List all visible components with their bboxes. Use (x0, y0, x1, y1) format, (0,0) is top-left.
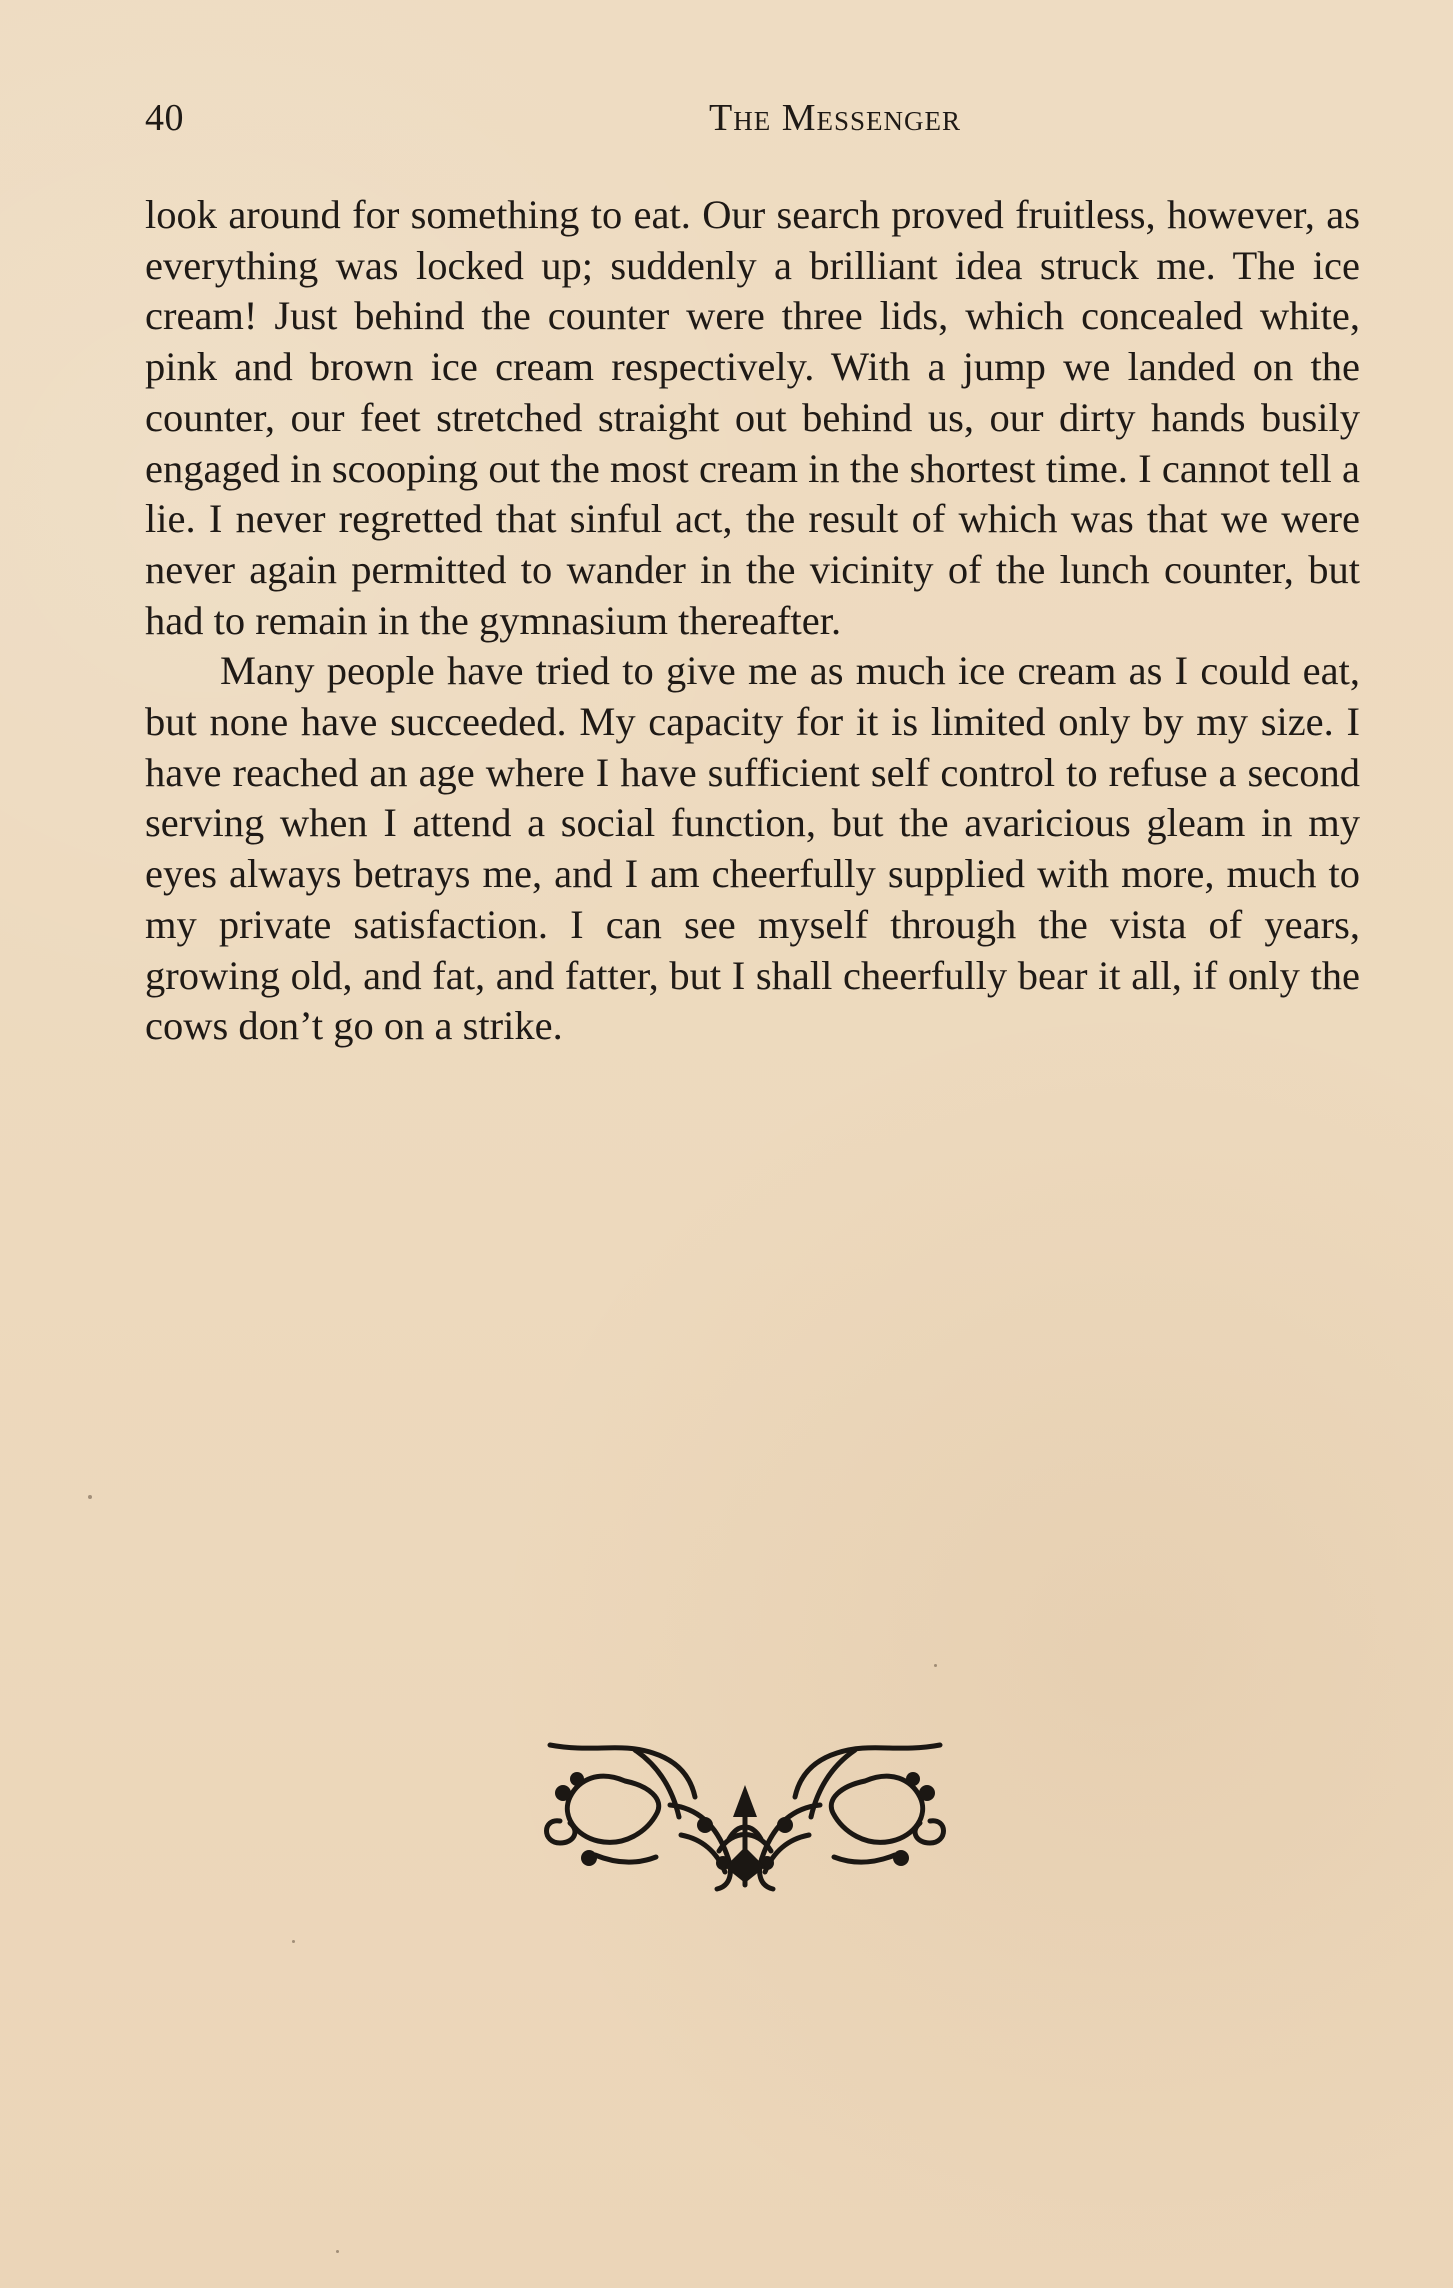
paper-speck (88, 1495, 92, 1499)
leaf-vine-ornament-icon (535, 1735, 955, 1895)
paragraph-2: Many people have tried to give me as much ice cream as I could eat, but none have succeeded. My capacity for it is limited only by my size. I have reached an age where I have sufficient self control to refuse a second serving when I attend a social function, but the avaricious gleam in my eyes always betrays me, and I am cheerfully supplied with more, much to my private satisfaction. I can see myself through the vista of years, growing old, and fat, and fatter, but I shall cheerfully bear it all, if only the cows don’t go on a strike. (145, 648, 1360, 1049)
running-head (145, 92, 1360, 152)
running-head-title: The Messenger (708, 97, 961, 139)
body-text (145, 190, 1360, 1052)
paper-speck (934, 1664, 937, 1667)
paragraph-1: look around for something to eat. Our search proved fruitless, however, as everything was locked up; suddenly a brilliant idea struck me. The ice cream! Just behind the counter were three lids, which concealed white, pink and brown ice cream respectively. With a jump we landed on the counter, our feet stretched straight out behind us, our dirty hands busily engaged in scooping out the most cream in the shortest time. I cannot tell a lie. I never regretted that sinful act, the result of which was that we were never again permitted to wander in the vicinity of the lunch counter, but had to remain in the gymnasium thereafter. (145, 192, 1360, 643)
page-number: 40 (145, 97, 184, 139)
paper-speck (292, 1940, 295, 1943)
paper-speck (336, 2250, 339, 2253)
